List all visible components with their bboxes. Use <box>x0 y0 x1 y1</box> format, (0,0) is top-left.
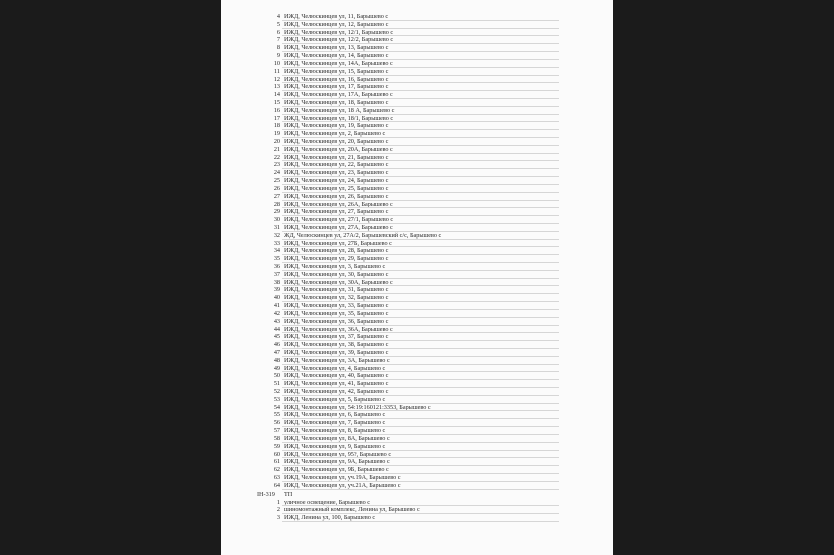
list-item <box>221 466 613 474</box>
row-text: ИЖД, Челюскинцев ул, 23, Барышево с <box>284 169 389 177</box>
row-number: IH-319 <box>257 490 275 498</box>
list-item <box>221 365 613 373</box>
row-number: 30 <box>273 216 280 224</box>
row-text: ИЖД, Челюскинцев ул, 19, Барышево с <box>284 122 389 130</box>
address-list <box>221 13 613 522</box>
row-text: ИЖД, Челюскинцев ул, 27Б, Барышево с <box>284 239 392 247</box>
list-item <box>221 482 613 490</box>
row-number: 23 <box>273 161 280 169</box>
row-text: ИЖД, Челюскинцев ул, 35, Барышево с <box>284 309 389 317</box>
row-number: 8 <box>276 44 280 52</box>
row-text: ИЖД, Челюскинцев ул, уч.19А, Барышево с <box>284 473 401 481</box>
row-text: ИЖД, Челюскинцев ул, 20, Барышево с <box>284 138 389 145</box>
row-number: 22 <box>273 153 280 161</box>
row-text: ИЖД, Челюскинцев ул, 18 А, Барышево с <box>284 106 395 114</box>
row-number: 56 <box>273 419 280 427</box>
row-number: 48 <box>273 356 280 364</box>
row-text: ИЖД, Челюскинцев ул, 31, Барышево с <box>284 286 389 294</box>
row-number: 59 <box>273 442 280 450</box>
row-number: 45 <box>273 333 280 341</box>
list-item <box>221 514 613 522</box>
row-number: 42 <box>273 309 280 317</box>
list-item <box>221 419 613 427</box>
row-number: 5 <box>276 20 280 28</box>
list-item <box>221 185 613 193</box>
list-item <box>221 154 613 162</box>
list-item <box>221 333 613 341</box>
row-number: 11 <box>274 67 280 75</box>
row-text: уличное освещение, Барышево с <box>284 498 371 506</box>
list-item <box>221 146 613 154</box>
list-item <box>221 294 613 302</box>
row-number: 51 <box>273 380 280 388</box>
row-text: ИЖД, Челюскинцев ул, 29, Барышево с <box>284 255 389 263</box>
row-text: ИЖД, Челюскинцев ул, 54:19:160121:3353, Барышево с <box>284 403 431 411</box>
row-number: 10 <box>273 59 280 67</box>
list-item <box>221 208 613 216</box>
row-text: ИЖД, Челюскинцев ул, 41, Барышево с <box>284 380 389 388</box>
list-item <box>221 451 613 459</box>
list-item <box>221 193 613 201</box>
row-text: ИЖД, Челюскинцев ул, 37, Барышево с <box>284 333 389 341</box>
list-item <box>221 279 613 287</box>
list-item <box>221 349 613 357</box>
list-item <box>221 76 613 84</box>
list-item <box>221 341 613 349</box>
row-text: ИЖД, Челюскинцев ул, 17А, Барышево с <box>284 91 393 99</box>
list-item <box>221 435 613 443</box>
row-number: 3 <box>276 514 280 522</box>
row-number: 33 <box>273 239 280 247</box>
row-number: 1 <box>276 498 280 506</box>
row-number: 24 <box>273 169 280 177</box>
row-text: ИЖД, Челюскинцев ул, 36А, Барышево с <box>284 325 393 333</box>
list-item <box>221 169 613 177</box>
row-text: ИЖД, Челюскинцев ул, 27/1, Барышево с <box>284 216 394 224</box>
list-item <box>221 326 613 334</box>
row-number: 39 <box>273 286 280 294</box>
row-number: 54 <box>273 403 280 411</box>
row-text: ИЖД, Челюскинцев ул, 26А, Барышево с <box>284 200 393 208</box>
row-text: ИЖД, Челюскинцев ул, 17, Барышево с <box>284 83 389 91</box>
list-item <box>221 388 613 396</box>
row-text: ИЖД, Челюскинцев ул, 14А, Барышево с <box>284 59 393 67</box>
section-row <box>221 490 613 499</box>
row-number: 16 <box>273 106 280 114</box>
list-item <box>221 271 613 279</box>
row-text: ИЖД, Челюскинцев ул, 16, Барышево с <box>284 75 389 83</box>
list-item <box>221 506 613 514</box>
list-item <box>221 216 613 224</box>
list-item <box>221 161 613 169</box>
row-number: 50 <box>273 372 280 380</box>
row-number: 46 <box>273 341 280 349</box>
row-text: ИЖД, Челюскинцев ул, 12/1, Барышево с <box>284 28 394 36</box>
row-number: 9 <box>276 52 280 60</box>
row-number: 32 <box>273 231 280 239</box>
row-number: 4 <box>276 13 280 20</box>
list-item <box>221 83 613 91</box>
list-item <box>221 255 613 263</box>
row-number: 36 <box>273 263 280 270</box>
row-number: 20 <box>273 138 280 145</box>
row-text: ЖД, Челюскинцев ул, 27А/2, Барышевский с/с, Барышево с <box>284 231 442 239</box>
row-text: ИЖД, Челюскинцев ул, 38, Барышево с <box>284 341 389 349</box>
list-item <box>221 44 613 52</box>
row-text: ИЖД, Челюскинцев ул, 9А, Барышево с <box>284 458 390 466</box>
list-item <box>221 21 613 29</box>
row-number: 41 <box>273 302 280 310</box>
row-number: 14 <box>273 91 280 99</box>
row-text: ИЖД, Челюскинцев ул, 30А, Барышево с <box>284 278 393 286</box>
list-item <box>221 68 613 76</box>
row-number: 35 <box>273 255 280 263</box>
row-text: ИЖД, Челюскинцев ул, 25, Барышево с <box>284 184 389 192</box>
row-number: 49 <box>273 364 280 372</box>
row-text: ИЖД, Челюскинцев ул, 18, Барышево с <box>284 98 389 106</box>
row-text: ИЖД, Челюскинцев ул, 2, Барышево с <box>284 130 386 138</box>
row-text: ИЖД, Челюскинцев ул, 24, Барышево с <box>284 177 389 185</box>
row-text: ИЖД, Челюскинцев ул, 20А, Барышево с <box>284 145 393 153</box>
row-text: шиномонтажный комплекс, Ленина ул, Барышево с <box>284 506 420 514</box>
row-number: 44 <box>273 325 280 333</box>
row-number: 64 <box>273 481 280 489</box>
row-text: ИЖД, Челюскинцев ул, 3А, Барышево с <box>284 356 390 364</box>
list-item <box>221 263 613 271</box>
list-item <box>221 177 613 185</box>
row-number: 62 <box>273 466 280 474</box>
row-number: 63 <box>273 473 280 481</box>
list-item <box>221 404 613 412</box>
row-text: ИЖД, Челюскинцев ул, 21, Барышево с <box>284 153 389 161</box>
list-item <box>221 224 613 232</box>
row-number: 29 <box>273 208 280 216</box>
row-text: ИЖД, Челюскинцев ул, 13, Барышево с <box>284 44 389 52</box>
row-number: 38 <box>273 278 280 286</box>
row-text: ИЖД, Челюскинцев ул, 9, Барышево с <box>284 442 386 450</box>
row-number: 7 <box>276 36 280 44</box>
row-text: ИЖД, Челюскинцев ул, 9Б, Барышево с <box>284 466 389 474</box>
row-text: ИЖД, Челюскинцев ул, 8А, Барышево с <box>284 434 390 442</box>
row-text: ИЖД, Челюскинцев ул, 11, Барышево с <box>284 13 389 20</box>
row-number: 19 <box>273 130 280 138</box>
row-number: 12 <box>273 75 280 83</box>
row-number: 37 <box>273 270 280 278</box>
row-number: 57 <box>273 427 280 435</box>
list-item <box>221 13 613 21</box>
row-text: ИЖД, Челюскинцев ул, 40, Барышево с <box>284 372 389 380</box>
list-item <box>221 201 613 209</box>
list-item <box>221 458 613 466</box>
list-item <box>221 232 613 240</box>
row-number: 21 <box>273 145 280 153</box>
list-item <box>221 60 613 68</box>
row-number: 52 <box>273 388 280 395</box>
list-item <box>221 36 613 44</box>
row-number: 60 <box>273 450 280 458</box>
row-number: 15 <box>273 98 280 106</box>
row-number: 18 <box>273 122 280 130</box>
row-text: ТП <box>284 490 293 498</box>
row-text: ИЖД, Челюскинцев ул, 12, Барышево с <box>284 20 389 28</box>
row-text: ИЖД, Челюскинцев ул, 33, Барышево с <box>284 302 389 310</box>
list-item <box>221 29 613 37</box>
row-text: ИЖД, Челюскинцев ул, 6, Барышево с <box>284 411 386 419</box>
list-item <box>221 372 613 380</box>
row-text: ИЖД, Челюскинцев ул, 5, Барышево с <box>284 395 386 403</box>
list-item <box>221 310 613 318</box>
row-number: 17 <box>273 114 280 122</box>
row-text: ИЖД, Челюскинцев ул, 4, Барышево с <box>284 364 386 372</box>
list-item <box>221 240 613 248</box>
row-text: ИЖД, Челюскинцев ул, 14, Барышево с <box>284 52 389 60</box>
list-item <box>221 99 613 107</box>
row-text: ИЖД, Челюскинцев ул, 42, Барышево с <box>284 388 389 395</box>
list-item <box>221 91 613 99</box>
list-item <box>221 130 613 138</box>
row-number: 6 <box>276 28 280 36</box>
row-text: ИЖД, Челюскинцев ул, 7, Барышево с <box>284 419 386 427</box>
row-number: 31 <box>273 223 280 231</box>
row-text: ИЖД, Челюскинцев ул, 27А, Барышево с <box>284 223 393 231</box>
row-text: ИЖД, Ленина ул, 100, Барышево с <box>284 514 376 522</box>
row-text: ИЖД, Челюскинцев ул, 18/1, Барышево с <box>284 114 394 122</box>
list-item <box>221 247 613 255</box>
row-text: ИЖД, Челюскинцев ул, 8, Барышево с <box>284 427 386 435</box>
list-item <box>221 138 613 146</box>
row-text: ИЖД, Челюскинцев ул, уч.21А, Барышево с <box>284 481 401 489</box>
list-item <box>221 357 613 365</box>
row-number: 47 <box>273 348 280 356</box>
row-text: ИЖД, Челюскинцев ул, 22, Барышево с <box>284 161 389 169</box>
row-text: ИЖД, Челюскинцев ул, 95?, Барышево с <box>284 450 392 458</box>
row-text: ИЖД, Челюскинцев ул, 39, Барышево с <box>284 348 389 356</box>
row-text: ИЖД, Челюскинцев ул, 15, Барышево с <box>284 67 389 75</box>
row-text: ИЖД, Челюскинцев ул, 30, Барышево с <box>284 270 389 278</box>
list-item <box>221 107 613 115</box>
row-number: 26 <box>273 184 280 192</box>
row-number: 55 <box>273 411 280 419</box>
row-text: ИЖД, Челюскинцев ул, 36, Барышево с <box>284 317 389 325</box>
list-item <box>221 52 613 60</box>
list-item <box>221 474 613 482</box>
list-item <box>221 286 613 294</box>
list-item <box>221 115 613 123</box>
row-number: 28 <box>273 200 280 208</box>
row-number: 2 <box>276 506 280 514</box>
list-item <box>221 396 613 404</box>
list-item <box>221 411 613 419</box>
row-text: ИЖД, Челюскинцев ул, 28, Барышево с <box>284 247 389 255</box>
row-text: ИЖД, Челюскинцев ул, 3, Барышево с <box>284 263 386 270</box>
row-text: ИЖД, Челюскинцев ул, 27, Барышево с <box>284 208 389 216</box>
row-number: 40 <box>273 294 280 302</box>
list-item <box>221 499 613 507</box>
list-item <box>221 318 613 326</box>
row-number: 25 <box>273 177 280 185</box>
row-number: 61 <box>273 458 280 466</box>
row-number: 13 <box>273 83 280 91</box>
row-number: 58 <box>273 434 280 442</box>
row-number: 27 <box>273 192 280 200</box>
row-text: ИЖД, Челюскинцев ул, 26, Барышево с <box>284 192 389 200</box>
document-page <box>221 0 613 555</box>
row-text: ИЖД, Челюскинцев ул, 12/2, Барышево с <box>284 36 394 44</box>
row-number: 34 <box>273 247 280 255</box>
row-number: 43 <box>273 317 280 325</box>
list-item <box>221 122 613 130</box>
row-number: 53 <box>273 395 280 403</box>
list-item <box>221 427 613 435</box>
list-item <box>221 443 613 451</box>
list-item <box>221 302 613 310</box>
row-text: ИЖД, Челюскинцев ул, 32, Барышево с <box>284 294 389 302</box>
list-item <box>221 380 613 388</box>
